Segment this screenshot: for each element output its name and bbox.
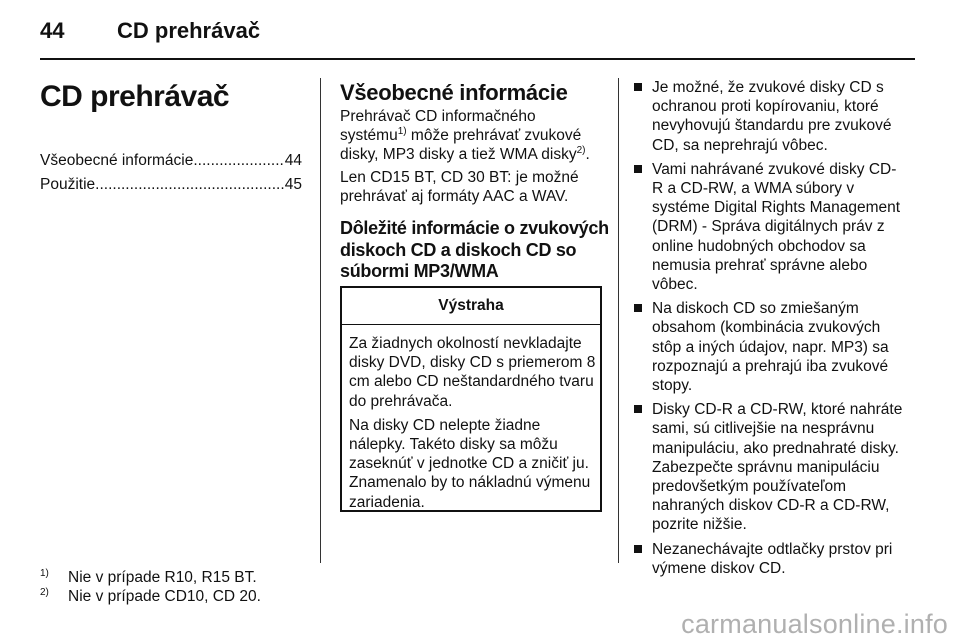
bullet-text: Je možné, že zvukové disky CD s ochranou proti kopírovaniu, ktoré nevyhovujú štandardu pre zvukové CD, sa neprehrajú vôbec.	[652, 79, 892, 154]
page-number: 44	[40, 18, 65, 43]
bullet-item	[634, 540, 906, 578]
bullet-item	[634, 299, 906, 395]
footnote	[40, 568, 261, 587]
watermark: carmanualsonline.info	[681, 609, 948, 639]
warning-box	[340, 286, 602, 512]
warning-title: Výstraha	[342, 288, 600, 325]
bullet-square-icon	[634, 83, 642, 91]
bullet-item	[634, 400, 906, 534]
toc-leader	[193, 152, 284, 170]
column-divider-left	[320, 78, 321, 563]
intro-paragraph	[340, 107, 602, 165]
warning-paragraph: Na disky CD nelepte žiadne nálepky. Takéto disky sa môžu zaseknúť v jednotke CD a zničiť ju. Znamenalo by to nákladnú výmenu zariadenia.	[349, 416, 591, 511]
column-divider-right	[618, 78, 619, 563]
bullet-square-icon	[634, 405, 642, 413]
warning-body	[342, 325, 600, 512]
bullet-square-icon	[634, 545, 642, 553]
chapter-title: CD prehrávač	[40, 80, 230, 113]
info-bullet-list	[634, 78, 906, 583]
footnote-ref-1[interactable]: 1)	[397, 126, 407, 138]
intro-text-b: môže prehrávať zvukové disky, MP3 disky a tiež WMA disky	[340, 127, 582, 164]
footnote	[40, 587, 261, 606]
intro-text-end: .	[585, 146, 590, 164]
bullet-text: Na diskoch CD so zmiešaným obsahom (kombinácia zvukových stôp a iných údajov, napr. MP3) sa rozpoznajú a prehrajú iba zvukové stopy.	[652, 300, 889, 395]
intro-text-a: Prehrávač CD informačného systému	[340, 108, 536, 145]
table-of-contents	[40, 152, 302, 194]
toc-leader	[95, 176, 285, 194]
bullet-text: Disky CD-R a CD-RW, ktoré nahráte sami, sú citlivejšie na nesprávnu manipuláciu, ako prednahraté disky. Zabezpečte správnu manipuláciu predovšetkým používateľom nahraných diskov CD-R a CD-RW, pozrite nižšie.	[652, 401, 903, 534]
toc-label: Použitie	[40, 176, 96, 193]
header-rule	[40, 58, 915, 60]
toc-label: Všeobecné informácie	[40, 152, 194, 169]
section-title: Všeobecné informácie	[340, 80, 568, 105]
intro-paragraph-2: Len CD15 BT, CD 30 BT: je možné prehrávať aj formáty AAC a WAV.	[340, 169, 579, 206]
footnote-mark: 2)	[40, 587, 49, 598]
toc-page: 44	[284, 152, 302, 169]
footnote-mark: 1)	[40, 568, 49, 579]
footnotes	[40, 568, 261, 606]
bullet-square-icon	[634, 304, 642, 312]
bullet-item	[634, 160, 906, 294]
toc-entry[interactable]	[40, 176, 302, 194]
footnote-ref-2[interactable]: 2)	[576, 145, 586, 157]
bullet-text: Vami nahrávané zvukové disky CD-R a CD-RW, a WMA súbory v systéme Digital Rights Management (DRM) - Správa digitálnych práv z online hudobných obchodov sa nemusia prehrať správne alebo vôbec.	[652, 160, 901, 294]
bullet-item	[634, 78, 906, 155]
bullet-square-icon	[634, 165, 642, 173]
toc-entry[interactable]	[40, 152, 302, 170]
subsection-title: Dôležité informácie o zvukových diskoch CD a diskoch CD so súbormi MP3/WMA	[340, 218, 609, 281]
footnote-text: Nie v prípade CD10, CD 20.	[68, 588, 261, 605]
header-section-title: CD prehrávač	[117, 18, 261, 43]
footnote-text: Nie v prípade R10, R15 BT.	[68, 569, 257, 586]
bullet-text: Nezanechávajte odtlačky prstov pri výmene diskov CD.	[652, 540, 893, 577]
warning-paragraph: Za žiadnych okolností nevkladajte disky DVD, disky CD s priemerom 8 cm alebo CD neštandardného tvaru do prehrávača.	[349, 335, 596, 410]
toc-page: 45	[284, 176, 302, 193]
